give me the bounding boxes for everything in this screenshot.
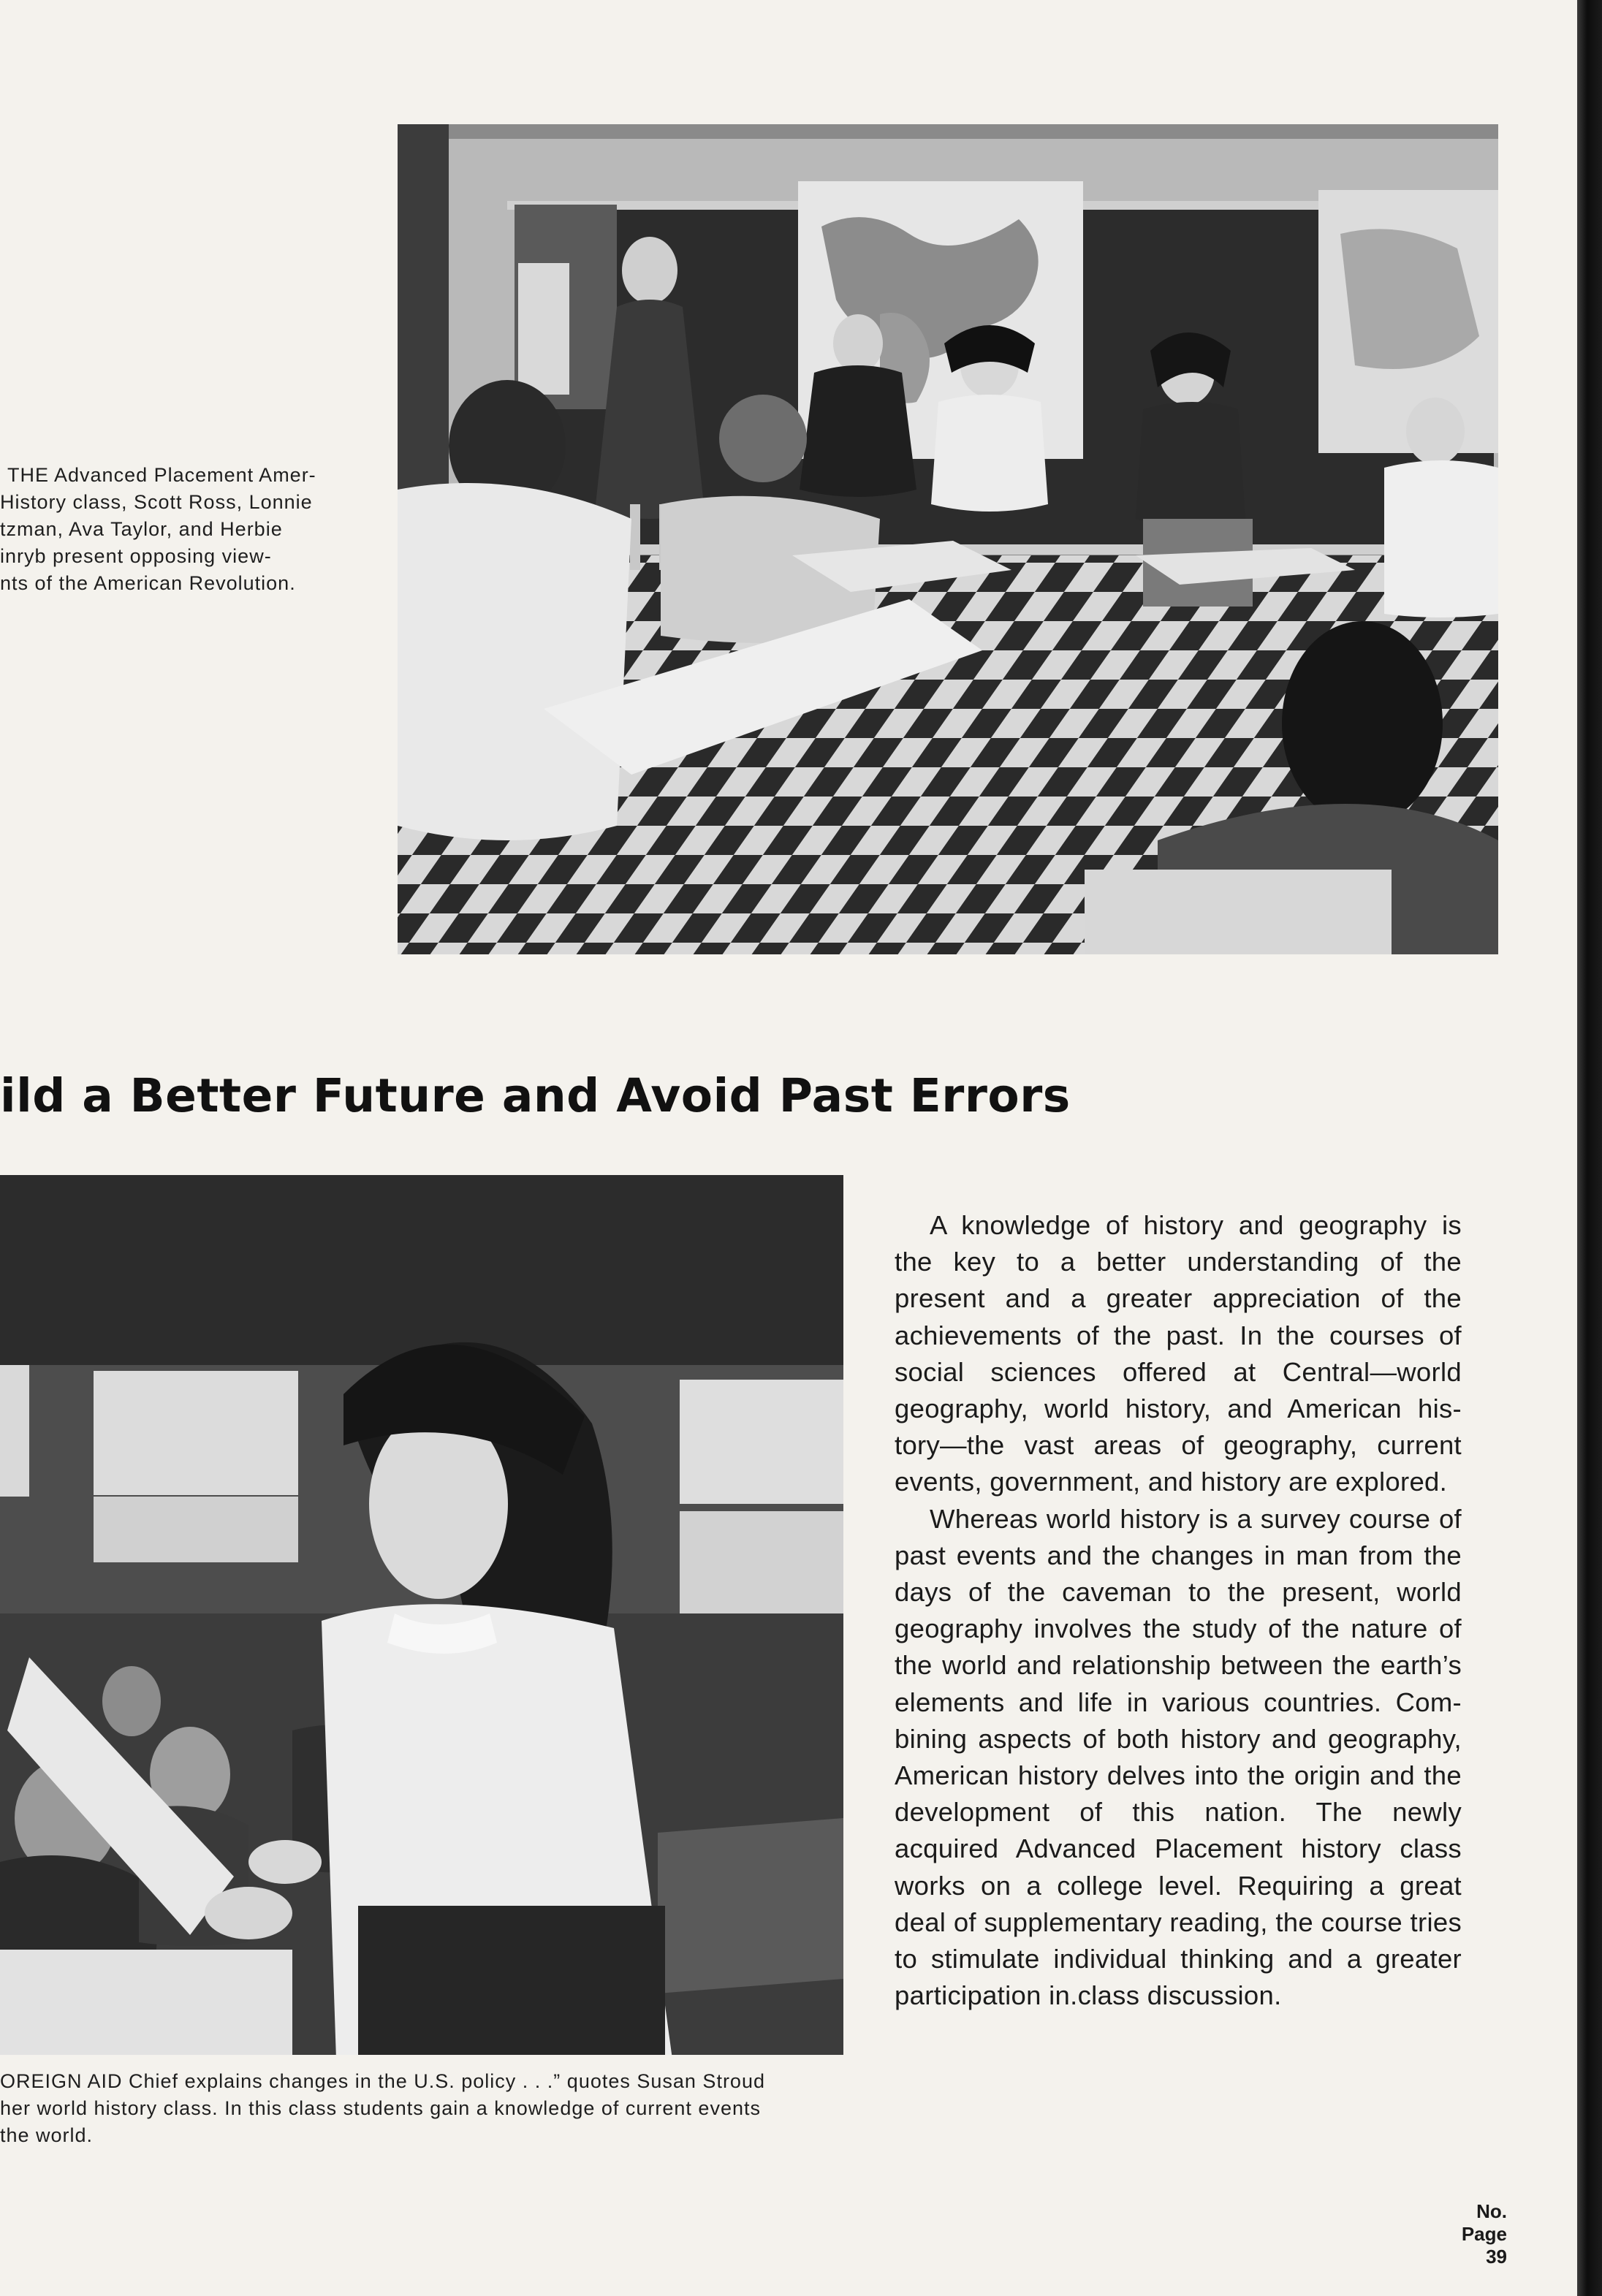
- caption-line: the world.: [0, 2124, 94, 2146]
- article-body: [895, 1207, 1462, 2014]
- folio-page-label: Page: [1461, 2223, 1507, 2245]
- body-paragraph: Whereas world history is a survey course of past events and the changes in man from the days of the caveman to the present, world geography involves the study of the nature of the world and relationship between the earth’s elements and life in various countries. Com- bining aspects of both history and geography, American history delves into the origin and the development of this nation. The newly acquired Advanced Placement history class works on a college level. Requiring a great deal of supplementary reading, the course tries to stimulate individual thinking and a greater participation in.class discussion.: [895, 1503, 1462, 2011]
- headline: ild a Better Future and Avoid Past Errors: [0, 1069, 1071, 1122]
- caption-line: THE Advanced Placement Amer-: [7, 464, 316, 486]
- bottom-photo-caption: [0, 2068, 843, 2149]
- caption-line: nts of the American Revolution.: [0, 572, 296, 594]
- body-paragraph: A knowledge of history and geography is the key to a better understanding of the present and a greater appreciation of the achievements of the past. In the courses of social sciences offered at Central—world geography, world history, and American his- tory—the vast areas of geography, current events, government, and history are explored.: [895, 1210, 1462, 1497]
- binding-edge: [1577, 0, 1602, 2296]
- caption-line: inryb present opposing view-: [0, 545, 272, 567]
- top-photo-caption: [0, 462, 357, 597]
- student-reading-photo: [0, 1175, 843, 2055]
- page-number: 39: [1486, 2246, 1507, 2268]
- page-folio: [1462, 2200, 1507, 2268]
- caption-line: tzman, Ava Taylor, and Herbie: [0, 518, 283, 540]
- classroom-photo: [398, 124, 1498, 954]
- folio-no: No.: [1476, 2200, 1507, 2222]
- caption-line: OREIGN AID Chief explains changes in the U.S. policy . . .” quotes Susan Stroud: [0, 2070, 765, 2092]
- caption-line: her world history class. In this class students gain a knowledge of current events: [0, 2097, 761, 2119]
- caption-line: History class, Scott Ross, Lonnie: [0, 491, 313, 513]
